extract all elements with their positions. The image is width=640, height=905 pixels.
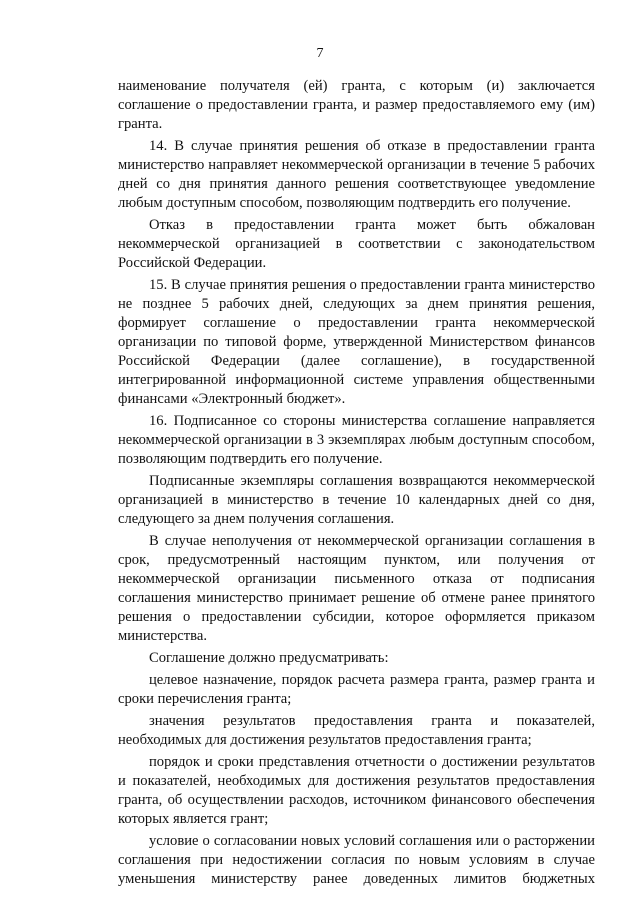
page-number: 7 xyxy=(316,46,324,61)
paragraph-continuation: наименование получателя (ей) гранта, с которым (и) заключается соглашение о предоставлении гранта, и размер предоставляемого ему (им) гранта. xyxy=(118,78,595,132)
paragraph-clause-14: 14. В случае принятия решения об отказе в предоставлении гранта министерство направляет некоммерческой организации в течение 5 рабочих дней со дня принятия данного решения соответствующее уведомление любым доступным способом, позволяющим подтвердить его получение. xyxy=(118,138,595,211)
paragraph-agreement-provisions: Соглашение должно предусматривать: xyxy=(149,650,389,666)
document-body xyxy=(118,77,595,892)
list-item-purpose: целевое назначение, порядок расчета размера гранта, размер гранта и сроки перечисления гранта; xyxy=(118,672,595,707)
paragraph-non-receipt: В случае неполучения от некоммерческой организации соглашения в срок, предусмотренный настоящим пунктом, или получения от некоммерческой организации письменного отказа от подписания соглашения министерство принимает решение об отмене ранее принятого решения о предоставлении субсидии, которое оформляется приказом министерства. xyxy=(118,533,595,644)
paragraph-clause-16: 16. Подписанное со стороны министерства соглашение направляется некоммерческой организации в 3 экземплярах любым доступным способом, позволяющим подтвердить его получение. xyxy=(118,413,595,467)
list-item-reporting: порядок и сроки представления отчетности о достижении результатов и показателей, необходимых для достижения результатов предоставления гранта, об осуществлении расходов, источником финансового обеспечения которых является грант; xyxy=(118,754,595,827)
list-item-results: значения результатов предоставления гранта и показателей, необходимых для достижения результатов предоставления гранта; xyxy=(118,713,595,748)
list-item-amendment: условие о согласовании новых условий соглашения или о расторжении соглашения при недостижении согласия по новым условиям в случае уменьшения министерству ранее доведенных лимитов бюджетных xyxy=(118,833,595,887)
paragraph-return-copies: Подписанные экземпляры соглашения возвращаются некоммерческой организацией в министерство в течение 10 календарных дней со дня, следующего за днем получения соглашения. xyxy=(118,473,595,527)
paragraph-appeal: Отказ в предоставлении гранта может быть обжалован некоммерческой организацией в соответствии с законодательством Российской Федерации. xyxy=(118,217,595,271)
paragraph-clause-15: 15. В случае принятия решения о предоставлении гранта министерство не позднее 5 рабочих дней, следующих за днем принятия решения, формирует соглашение о предоставлении гранта некоммерческой организации по типовой форме, утвержденной Министерством финансов Российской Федерации (далее соглашение), в государственной интегрированной информационной системе управления общественными финансами «Электронный бюджет». xyxy=(118,277,595,407)
